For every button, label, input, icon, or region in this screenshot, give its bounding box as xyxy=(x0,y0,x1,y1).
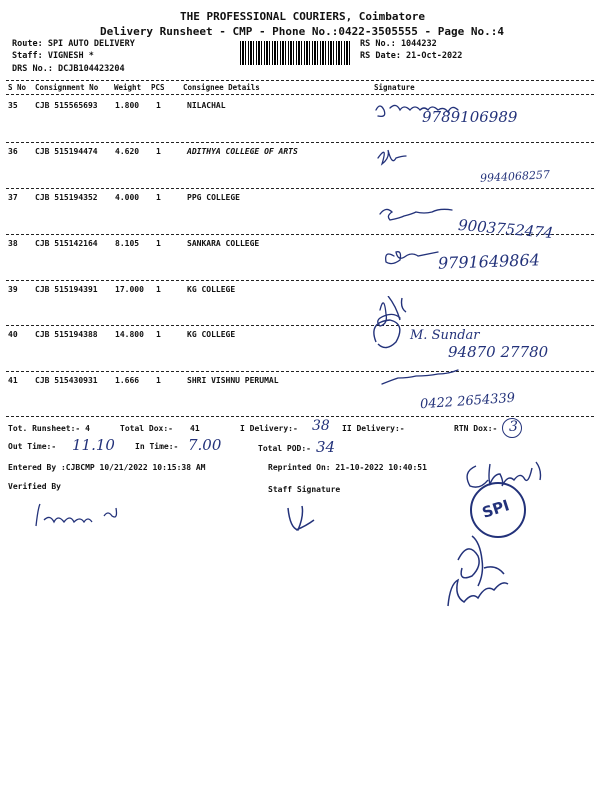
staff-signature-label: Staff Signature xyxy=(268,485,341,494)
document-subtitle: Delivery Runsheet - CMP - Phone No.:0422-3505555 - Page No.:4 xyxy=(100,25,504,38)
table-top-rule xyxy=(6,80,594,81)
row-sno: 37 xyxy=(8,193,18,202)
total-runsheet: Tot. Runsheet:- 4 xyxy=(8,424,90,433)
rs-date: RS Date: 21-Oct-2022 xyxy=(360,51,463,61)
col-header-pcs: PCS xyxy=(151,83,165,92)
row-sno: 35 xyxy=(8,101,18,110)
signature-kg-college xyxy=(366,296,416,362)
row-consignment: CJB 515430931 xyxy=(35,376,98,385)
rtn-dox-circle xyxy=(502,418,522,438)
barcode xyxy=(240,41,352,65)
row-consignment: CJB 515194391 xyxy=(35,285,98,294)
row-sno: 41 xyxy=(8,376,18,385)
in-time-value: 7.00 xyxy=(188,436,222,454)
entered-by: Entered By :CJBCMP 10/21/2022 10:15:38 AM xyxy=(8,463,206,472)
document-title: THE PROFESSIONAL COURIERS, Coimbatore xyxy=(180,10,426,23)
i-delivery-label: I Delivery:- xyxy=(240,424,298,433)
verified-by-signature xyxy=(30,496,150,536)
i-delivery-value: 38 xyxy=(312,418,330,434)
row-weight: 17.000 xyxy=(115,285,144,294)
reprinted-on: Reprinted On: 21-10-2022 10:40:51 xyxy=(268,463,427,472)
col-header-weight: Weight xyxy=(114,83,142,92)
row-consignee: PPG COLLEGE xyxy=(187,193,240,202)
row-sno: 38 xyxy=(8,239,18,248)
row-consignee: KG COLLEGE xyxy=(187,285,236,294)
handwritten-phone: 9791649864 xyxy=(437,250,541,273)
handwritten-phone: 9003752474 xyxy=(457,215,555,243)
col-header-sno: S No xyxy=(8,83,27,92)
col-header-signature: Signature xyxy=(374,83,415,92)
row-weight: 1.800 xyxy=(115,101,140,110)
out-time-label: Out Time:- xyxy=(8,442,57,451)
row-consignment: CJB 515194388 xyxy=(35,330,98,339)
row-pcs: 1 xyxy=(156,330,161,339)
total-dox-value: 41 xyxy=(190,424,200,433)
row-pcs: 1 xyxy=(156,376,161,385)
row-consignment: CJB 515194474 xyxy=(35,147,98,156)
handwritten-phone: 94870 27780 xyxy=(448,343,549,361)
row-weight: 8.105 xyxy=(115,239,140,248)
verified-by-label: Verified By xyxy=(8,482,61,491)
row-pcs: 1 xyxy=(156,239,161,248)
row-consignment: CJB 515142164 xyxy=(35,239,98,248)
col-header-consignment: Consignment No xyxy=(35,83,99,92)
staff-signature-mark xyxy=(282,500,322,540)
rtn-dox-label: RTN Dox:- xyxy=(454,424,498,433)
row-consignee: NILACHAL xyxy=(187,101,226,110)
row-sno: 39 xyxy=(8,285,18,294)
row-consignment: CJB 515194352 xyxy=(35,193,98,202)
table-header-rule xyxy=(6,94,594,95)
in-time-label: In Time:- xyxy=(135,442,179,451)
row-consignee: KG COLLEGE xyxy=(187,330,236,339)
row-consignment: CJB 515565693 xyxy=(35,101,98,110)
ii-delivery-label: II Delivery:- xyxy=(342,424,405,433)
total-dox-label: Total Dox:- xyxy=(120,424,173,433)
handwritten-phone: 9944068257 xyxy=(479,168,551,185)
rs-number: RS No.: 1044232 xyxy=(360,39,437,49)
row-weight: 4.620 xyxy=(115,147,140,156)
stamp-signature xyxy=(428,520,528,620)
rtn-dox-value: 3 xyxy=(509,419,518,435)
stamp-text: SPI xyxy=(479,496,512,522)
row-consignee: SANKARA COLLEGE xyxy=(187,239,260,248)
route-label: Route: SPI AUTO DELIVERY xyxy=(12,39,135,49)
row-pcs: 1 xyxy=(156,285,161,294)
handwritten-name: M. Sundar xyxy=(410,328,480,343)
row-weight: 1.666 xyxy=(115,376,140,385)
row-sno: 36 xyxy=(8,147,18,156)
drs-number: DRS No.: DCJB104423204 xyxy=(12,64,125,74)
handwritten-phone: 9789106989 xyxy=(422,108,518,126)
row-sno: 40 xyxy=(8,330,18,339)
staff-label: Staff: VIGNESH * xyxy=(12,51,94,61)
col-header-consignee: Consignee Details xyxy=(183,83,260,92)
row-weight: 4.000 xyxy=(115,193,140,202)
row-consignee: SHRI VISHNU PERUMAL xyxy=(187,376,279,385)
row-pcs: 1 xyxy=(156,147,161,156)
handwritten-phone: 0422 2654339 xyxy=(419,390,516,413)
row-pcs: 1 xyxy=(156,101,161,110)
row-rule xyxy=(6,416,594,417)
out-time-value: 11.10 xyxy=(72,436,115,454)
total-pod-value: 34 xyxy=(316,438,336,456)
total-pod-label: Total POD:- xyxy=(258,444,311,453)
row-pcs: 1 xyxy=(156,193,161,202)
row-consignee: ADITHYA COLLEGE OF ARTS xyxy=(187,147,298,156)
row-weight: 14.800 xyxy=(115,330,144,339)
